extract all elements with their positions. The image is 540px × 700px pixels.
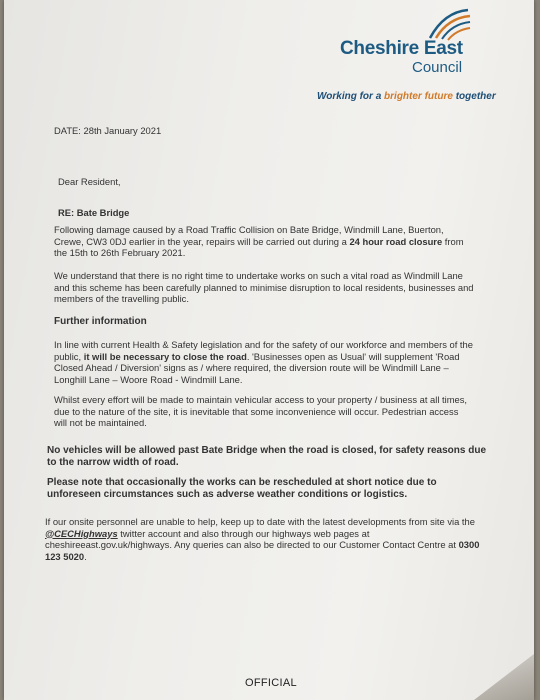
- tagline: [317, 91, 496, 102]
- paragraph-health-safety: [54, 339, 474, 385]
- logo-subtitle: Council: [412, 59, 463, 76]
- paragraph-contact: [45, 516, 485, 562]
- greeting: Dear Resident,: [58, 176, 121, 187]
- twitter-handle-link[interactable]: @CECHighways: [45, 527, 118, 539]
- para1-text-a: Following damage caused by a Road Traffic Collision on Bate Bridge, Windmill Lane, Buerton, Crewe, CW3 0DJ earlier in the year, repairs will be carried out during a: [54, 224, 444, 247]
- section-heading: Further information: [54, 316, 147, 327]
- council-logo: [340, 8, 500, 78]
- subject-line: RE: Bate Bridge: [58, 207, 130, 218]
- para1-bold: 24 hour road closure: [349, 235, 443, 247]
- footer-classification: OFFICIAL: [245, 677, 297, 689]
- phone-number[interactable]: 0300 123 5020: [45, 539, 480, 562]
- paragraph-planning: We understand that there is no right time to undertake works on such a vital road as Windmill Lane and this scheme has been carefully planned to minimise disruption to local residents, businesses and members of the travelling public.: [54, 270, 474, 304]
- para7-text-a: If our onsite personnel are unable to help, keep up to date with the latest developments from site via the: [45, 516, 475, 527]
- para1-text-c: from the 15th to 26th February 2021.: [54, 235, 464, 258]
- tagline-highlight: brighter future: [384, 91, 453, 102]
- para3-text-c: . 'Businesses open as Usual' will supplement 'Road Closed Ahead / Diversion' signs as / where required, the diversion route will be Windmill Lane – Longhill Lane – Woore Road - Windmill Lane.: [54, 350, 460, 385]
- logo-title: Cheshire East: [340, 38, 463, 59]
- letter-page: [4, 0, 534, 700]
- tagline-post: together: [452, 91, 496, 102]
- page-corner-fold: [474, 654, 534, 700]
- para3-text-a: In line with current Health & Safety legislation and for the safety of our workforce and members of the public,: [54, 339, 473, 362]
- para3-bold: it will be necessary to close the road: [83, 350, 247, 362]
- paragraph-no-vehicles: No vehicles will be allowed past Bate Bridge when the road is closed, for safety reasons due to the narrow width of road.: [47, 445, 487, 468]
- letter-date: DATE: 28th January 2021: [54, 125, 162, 136]
- para7-text-c: .: [84, 550, 87, 562]
- para7-text-b: twitter account and also through our highways web pages at cheshireeast.gov.uk/highways. Any queries can also be directed to our Customer Contact Centre at: [45, 527, 459, 550]
- tagline-pre: Working for a: [317, 91, 385, 102]
- paragraph-damage: [54, 224, 474, 259]
- paragraph-access: Whilst every effort will be made to maintain vehicular access to your property / business at all times, due to the nature of the site, it is inevitable that some inconvenience will occur. Pedestrian access will not be maintained.: [54, 394, 468, 428]
- wheat-sheaf-icon: [426, 8, 472, 42]
- paragraph-reschedule: Please note that occasionally the works can be rescheduled at short notice due to unforeseen circumstances such as adverse weather conditions or logistics.: [47, 477, 437, 500]
